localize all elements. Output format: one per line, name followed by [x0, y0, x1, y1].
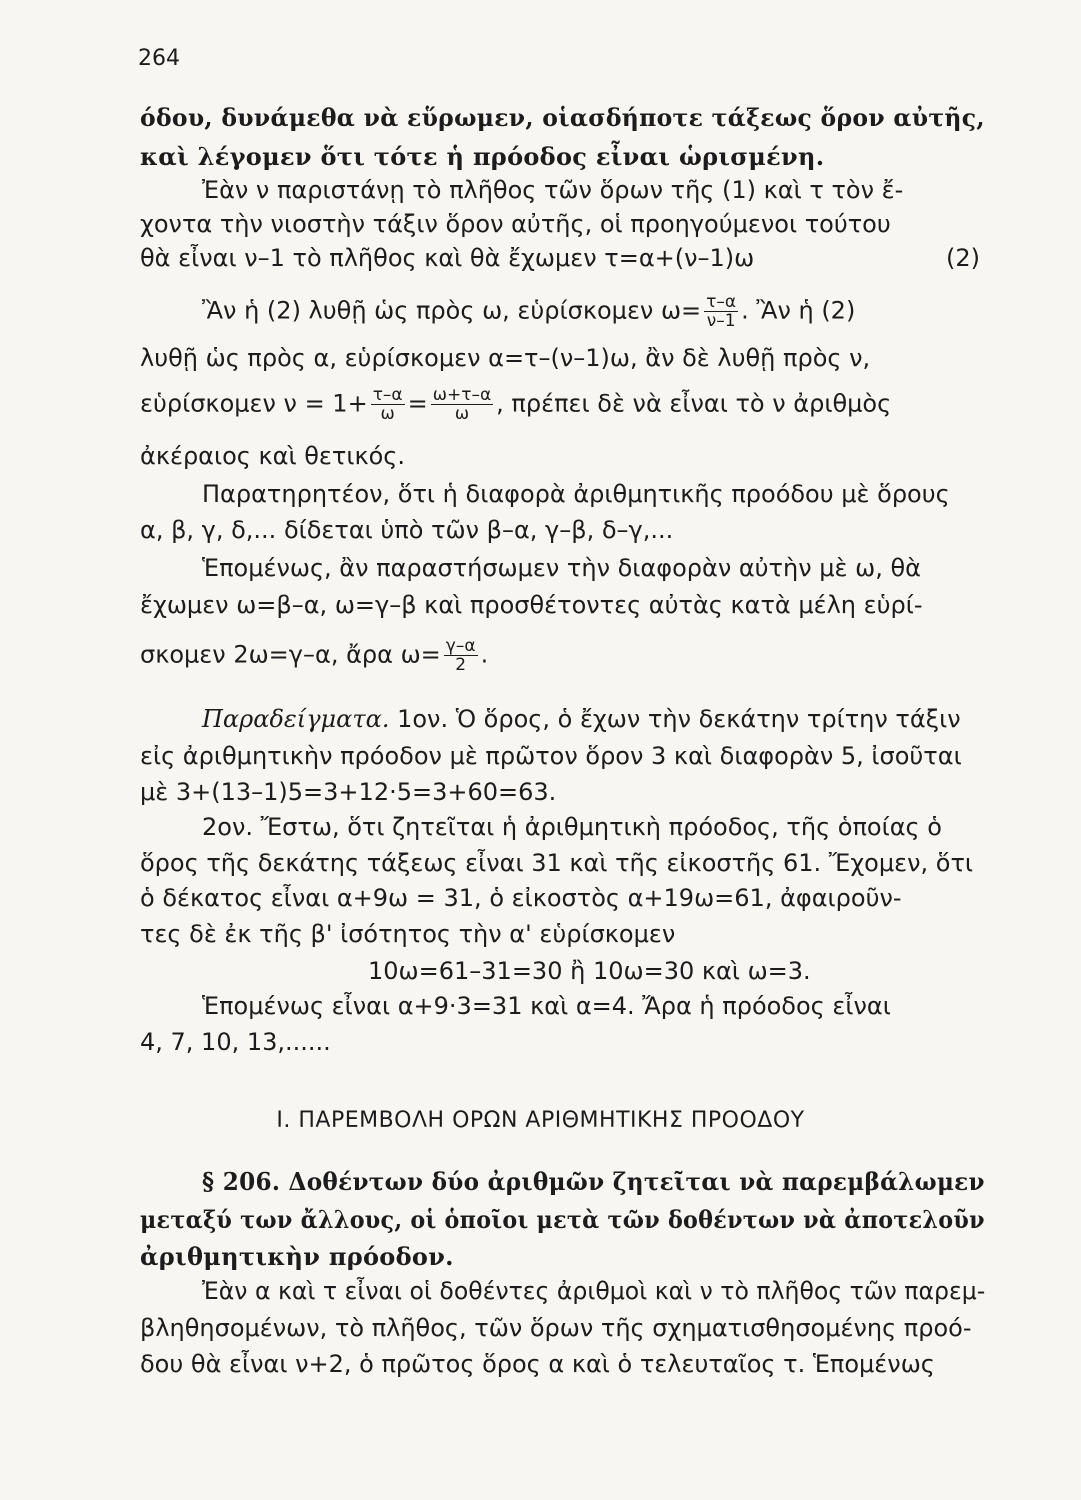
equation-label-2: (2)	[946, 244, 980, 272]
fraction-difference	[444, 637, 478, 674]
examples-label: Παραδείγματα.	[202, 705, 390, 733]
fraction-denominator: 2	[444, 655, 478, 674]
text-line-6	[202, 293, 855, 330]
text-line-10: Παρατηρητέον, ὅτι ἡ διαφορὰ ἀριθμητικῆς προόδου μὲ ὅρους	[202, 480, 950, 508]
text-line-15-rest: 1ον. Ὁ ὅρος, ὁ ἔχων τὴν δεκάτην τρίτην τάξιν	[389, 705, 961, 733]
fraction-denominator: ν–1	[704, 311, 738, 330]
fraction-omega	[704, 293, 738, 330]
text-line-16: εἰς ἀριθμητικὴν πρόοδον μὲ πρῶτον ὅρον 3 καὶ διαφορὰν 5, ἰσοῦται	[140, 742, 962, 770]
text-line-5: θὰ εἶναι ν–1 τὸ πλῆθος καὶ θὰ ἔχωμεν τ=α+(ν–1)ω	[140, 244, 755, 272]
text-line-15	[202, 704, 961, 734]
fraction-numerator: ω+τ–α	[432, 385, 492, 405]
text-line-1: όδου, δυνάμεθα νὰ εὕρωμεν, οἱασδήποτε τάξεως ὅρον αὐτῆς,	[140, 103, 985, 132]
text-line-8	[140, 386, 891, 423]
text-line-7: λυθῇ ὡς πρὸς α, εὑρίσκομεν α=τ–(ν–1)ω, ἂν δὲ λυθῇ πρὸς ν,	[140, 344, 871, 372]
text-line-17: μὲ 3+(13–1)5=3+12·5=3+60=63.	[140, 778, 557, 806]
text-line-6-end: . Ἂν ἡ (2)	[741, 296, 856, 325]
text-line-8-end: , πρέπει δὲ νὰ εἶναι τὸ ν ἀριθμὸς	[496, 389, 892, 418]
fraction-denominator: ω	[371, 404, 405, 423]
fraction-numerator: τ–α	[706, 292, 737, 312]
text-line-19: ὅρος τῆς δεκάτης τάξεως εἶναι 31 καὶ τῆς εἰκοστῆς 61. Ἔχομεν, ὅτι	[140, 849, 974, 877]
fraction-numerator: γ–α	[445, 636, 476, 656]
text-line-12: Ἑπομένως, ἂν παραστήσωμεν τὴν διαφορὰν αὐτὴν μὲ ω, θὰ	[202, 554, 921, 582]
text-line-14-start: σκομεν 2ω=γ–α, ἄρα ω=	[140, 640, 441, 669]
text-line-4: χοντα τὴν νιοστὴν τάξιν ὅρον αὐτῆς, οἱ προηγούμενοι τούτου	[140, 210, 891, 238]
text-line-2: καὶ λέγομεν ὅτι τότε ἡ πρόοδος εἶναι ὡρισμένη.	[140, 142, 825, 171]
fraction-denominator: ω	[431, 404, 493, 423]
text-line-30: δου θὰ εἶναι ν+2, ὁ πρῶτος ὅρος α καὶ ὁ τελευταῖος τ. Ἑπομένως	[140, 1350, 935, 1378]
theorem-line-1: § 206. Δοθέντων δύο ἀριθμῶν ζητεῖται νὰ παρεμβάλωμεν	[202, 1167, 985, 1196]
fraction-numerator: τ–α	[372, 385, 403, 405]
text-line-21: τες δὲ ἐκ τῆς β' ἰσότητος τὴν α' εὑρίσκομεν	[140, 920, 676, 948]
text-line-24: 4, 7, 10, 13,......	[140, 1028, 331, 1056]
theorem-line-3: ἀριθμητικὴν πρόοδον.	[140, 1242, 454, 1271]
text-line-20: ὁ δέκατος εἶναι α+9ω = 31, ὁ εἰκοστὸς α+19ω=61, ἀφαιροῦν-	[140, 884, 902, 912]
theorem-line-2: μεταξύ των ἄλλους, οἱ ὁποῖοι μετὰ τῶν δοθέντων νὰ ἀποτελοῦν	[140, 1205, 985, 1234]
text-line-22: 10ω=61–31=30 ἢ 10ω=30 καὶ ω=3.	[368, 957, 811, 985]
text-line-29: βληθησομένων, τὸ πλῆθος, τῶν ὅρων τῆς σχηματισθησομένης προό-	[140, 1314, 972, 1342]
fraction-nu-2	[431, 386, 493, 423]
text-line-14	[140, 637, 488, 674]
text-line-28: Ἐὰν α καὶ τ εἶναι οἱ δοθέντες ἀριθμοὶ καὶ ν τὸ πλῆθος τῶν παρεμ-	[202, 1277, 986, 1305]
fraction-nu-1	[371, 386, 405, 423]
text-line-18: 2ον. Ἔστω, ὅτι ζητεῖται ἡ ἀριθμητικὴ πρόοδος, τῆς ὁποίας ὁ	[202, 813, 942, 841]
section-heading: Ι. ΠΑΡΕΜΒΟΛΗ ΟΡΩΝ ΑΡΙΘΜΗΤΙΚΗΣ ΠΡΟΟΔΟΥ	[276, 1108, 805, 1133]
equals-sign: =	[407, 389, 428, 418]
page-number: 264	[138, 46, 180, 71]
text-line-23: Ἑπομένως εἶναι α+9·3=31 καὶ α=4. Ἄρα ἡ πρόοδος εἶναι	[202, 992, 891, 1020]
text-line-3: Ἐὰν ν παριστάνῃ τὸ πλῆθος τῶν ὅρων τῆς (1) καὶ τ τὸν ἔ-	[202, 176, 904, 204]
text-line-14-end: .	[480, 640, 489, 669]
text-line-9: ἀκέραιος καὶ θετικός.	[140, 442, 405, 470]
text-line-11: α, β, γ, δ,... δίδεται ὑπὸ τῶν β–α, γ–β, δ–γ,...	[140, 516, 674, 544]
text-line-8-start: εὑρίσκομεν ν = 1+	[140, 389, 368, 418]
text-line-6-start: Ἂν ἡ (2) λυθῇ ὡς πρὸς ω, εὑρίσκομεν ω=	[202, 296, 702, 325]
text-line-13: ἔχωμεν ω=β–α, ω=γ–β καὶ προσθέτοντες αὐτὰς κατὰ μέλη εὑρί-	[140, 591, 923, 619]
